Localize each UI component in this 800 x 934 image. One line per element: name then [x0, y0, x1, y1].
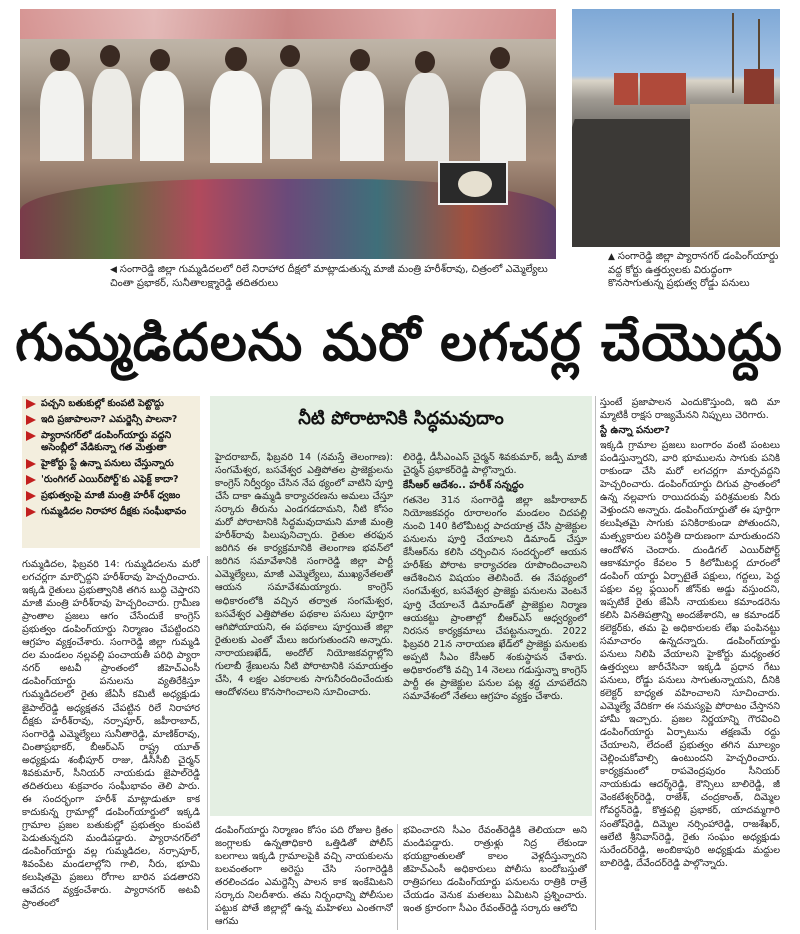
photo-banner	[20, 9, 556, 39]
crowd-person	[280, 45, 300, 67]
poster-animal-icon	[458, 171, 492, 197]
tree-icon	[732, 13, 734, 93]
caption-text: సంగారెడ్డి జిల్లా ప్యారానగర్ డంపింగ్‌యార్డు వద్ద కోర్టు ఉత్తర్వులకు విరుద్ధంగా కొనసాగుతున్న ప్రభుత్వ రోడ్డు పనులు	[608, 251, 779, 289]
headline: గుమ్మడిదలను మరో లగచర్ల చేయొద్దు	[15, 313, 783, 373]
bullet-icon	[26, 491, 36, 501]
bullet-icon	[26, 459, 36, 469]
article-paragraph: డంపింగ్‌యార్డు నిర్మాణం కోసం పది రోజుల క్రితం జంగ్లాలకు ఉన్నతాధికారి ఒత్తిడితో పోలీస్ బలగాలు ఇక్కడి గ్రామాలపైకి వచ్చి నాయకులను బలవంతంగా అరెస్టు చేసి సంగారెడ్డికి తరలించడం ఎమర్జెన్సీ పాలన కాక ఇంకేమిటని సర్కారు నిలదీశారు. తమ నిర్బంధాన్ని పోలీసుల పట్టుక పోతే జిల్లాల్లో ఉన్న మహిళలు ఎంతగానో ఆగమ	[215, 825, 393, 928]
article-paragraph: గతనెల 31న సంగారెడ్డి జిల్లా జహీరాబాద్ నియోజకవర్గం రూరాలంగం మండలం చిదపల్లి నుంచి 140 కిలోమీటర్ల పాదయాత్ర చేసి ప్రాజెక్టుల పనులను పూర్తి చేయాలని డిమాండ్ చేస్తూ కేసీఆర్‌ను కలిసి చర్చించిన సందర్భంలో ఆయన హరీశ్‌కు పోరాట కార్యాచరణ రూపొందించాలని ఆదేశించిన విషయం తెలిసిందే. ఈ నేపథ్యంలో సంగమేశ్వర, బసవేశ్వర ప్రాజెక్టు పనులను వెంటనే పూర్తి చేయాలనే డిమాండ్‌తో ప్రాజెక్టుల నిర్మాణ ఆయకట్టు ప్రాంతాల్లో బీఆర్ఎస్ ఆధ్వర్యంలో నిరసన కార్యక్రమాలు చేపట్టనున్నారు. 2022 ఫిబ్రవరి 21న నారాయణ ఖేడ్‌లో ప్రాజెక్టు పనులకు అప్పటి సీఎం కేసీఆర్ శంకుస్థాపన చేశారు. అధికారంలోకి వచ్చి 14 నెలలు గడుస్తున్నా కాంగ్రెస్ పార్టీ ఈ ప్రాజెక్టుల పనుల పట్ల శ్రద్ధ చూపలేదని సమావేశంలో నేతలు ఆగ్రహం వ్యక్తం చేశారు.	[403, 495, 587, 702]
highlight-item: ప్రభుత్వంపై మాజీ మంత్రి హరీశ్ ధ్వజం	[22, 488, 200, 504]
protest-poster	[438, 161, 508, 205]
crowd-person	[405, 73, 449, 161]
highlights-box	[22, 396, 200, 548]
crowd-person	[340, 71, 384, 161]
sidebar-column-2	[403, 451, 587, 811]
sidebar-article-title: నీటి పోరాటానికి సిద్ధమవుదాం	[298, 408, 504, 429]
bullet-icon	[26, 431, 36, 441]
highlight-item: హైకోర్టు స్టే ఉన్నా పనులు చేస్తున్నారు	[22, 456, 200, 472]
caption-arrow-icon: ▲	[608, 252, 615, 262]
road-works-photo	[572, 9, 780, 247]
photo-caption-main	[110, 263, 560, 290]
article-column-3	[403, 824, 587, 930]
crowd-person	[210, 71, 262, 163]
crowd-person	[480, 71, 526, 161]
section-subhead: స్టే ఉన్నా పనులా?	[600, 425, 670, 437]
crowd-person	[40, 71, 84, 161]
crowd-person	[225, 47, 247, 71]
column-divider	[595, 396, 596, 930]
article-paragraph: హైదరాబాద్, ఫిబ్రవరి 14 (నమస్తే తెలంగాణ): సంగమేశ్వర, బసవేశ్వర ఎత్తిపోతల ప్రాజెక్టులను కాంగ్రెస్ నిర్వీర్యం చేసిన నేప థ్యంలో వాటిని పూర్తి చేసే దాకా ఉమ్మడి కార్యాచరణను అమలు చేస్తూ సర్కారు తీరును ఎండగడదామని, నీటి కోసం మరో పోరాటానికి సిద్ధమవుదామని మాజీ మంత్రి హరీశ్‌రావు పిలుపునిచ్చారు. రైతుల తరఫున జరిగిన ఈ కార్యక్రమానికి తెలంగాణ భవన్‌లో జరిగిన సమావేశానికి సంగారెడ్డి జిల్లా పార్టీ ఎమ్మెల్యేలు, మాజీ ఎమ్మెల్యేలు, ముఖ్యనేతలతో ఆయన సమావేశమయ్యారు. కాంగ్రెస్ అధికారంలోకి వచ్చిన తర్వాత సంగమేశ్వర, బసవేశ్వర ఎత్తిపోతల పథకాల పనులు పూర్తిగా ఆగిపోయాయని, ఈ పథకాలు పూర్తయితే జిల్లా రైతులకు ఎంతో మేలు జరుగుతుందని అన్నారు. నారాయణఖేడ్, అందోల్ నియోజకవర్గాల్లోని గులాబీ శ్రేణులను నీటి పోరాటానికి సమాయత్తం చేసి, 4 లక్షల ఎకరాలకు సాగునీరందించేందుకు ఆందోళనలు కొనసాగించాలని సూచించారు.	[215, 452, 393, 698]
column-divider	[207, 556, 208, 930]
highlight-item: గుమ్మడిదల నిరాహార దీక్షకు సంఘీభావం	[22, 504, 200, 520]
crowd-person	[490, 47, 510, 69]
crowd-person	[140, 71, 184, 161]
article-paragraph: లిరెడ్డి, డీసీఎంఎస్ చైర్మన్ శివకుమార్, జడ్పీ మాజీ చైర్మన్ ప్రభాకర్‌రెడ్డి పాల్గొన్నారు.	[403, 452, 587, 477]
crowd-person	[92, 69, 132, 159]
article-paragraph: స్తుంటే ప్రజాపాలన ఎందుకొస్తుంది, ఇది మా మ్మాటికీ రాక్షస రాజ్యమేనని నిప్పులు చెరిగారు.	[600, 397, 780, 422]
highlight-item: ఇది ప్రజాపాలనా? ఎమర్జెన్సీ పాలనా?	[22, 412, 200, 428]
section-subhead: కేసీఆర్ ఆదేశం.. హరీశ్ సన్నద్ధం	[403, 480, 524, 492]
article-column-2	[215, 824, 393, 930]
highlight-item: 'రుంగిగల్ ఎయిర్‌పోర్ట్‌'కు ఎఫెక్ట్ కాదా?	[22, 472, 200, 488]
article-column-1	[22, 558, 200, 930]
caption-text: సంగారెడ్డి జిల్లా గుమ్మడిదలలో రిలే నిరాహార దీక్షలో మాట్లాడుతున్న మాజీ మంత్రి హరీశ్‌రావు, చిత్రంలో ఎమ్మెల్యేలు చింతా ప్రభాకర్, సునీతాలక్ష్మారెడ్డి తదితరులు	[110, 264, 548, 289]
crowd-person	[350, 49, 370, 71]
caption-arrow-icon: ◀	[110, 265, 117, 275]
crowd-person	[50, 49, 70, 71]
truck	[744, 69, 774, 109]
dirt-shoulder	[690, 104, 780, 247]
article-paragraph: ఇక్కడి గ్రామాల ప్రజలు బంగారం వంటి పంటలు పండిస్తున్నారని, వారి భూములను సాగుకు పనికి రాకుండా చేసి మరో లగచర్లగా మార్చవద్దని హెచ్చరించారు. డంపింగ్‌యార్డు దిగువ ప్రాంతంలో ఉన్న నల్లవాగు రాయిదరువు పరిశ్రమలకు నీరు వెళ్తుందని అన్నారు. డంపింగ్‌యార్డుతో ఈ పూర్తిగా కలుషితమై సాగుకు పనికిరాకుండా పోతుందని, మత్స్యకారుల పరిస్థితి దారుణంగా మారుతుందని ఆందోళన చెందారు. దుండిగల్ ఎయిర్‌పోర్ట్ ఆకాశమార్గం కేవలం 5 కిలోమీటర్ల దూరంలో డంపింగ్ యార్డు ఏర్పాటైతే పక్షులు, గద్దలు, పెద్ద పక్షుల వల్ల ఫ్లయింగ్ జోన్‌కు అడ్డు వస్తుందని, ఇప్పటికే రైతు జేఏసీ నాయకులు కమాండరెను కలిసి వినతిపత్రాన్ని అందజేశారని, ఆ కమాండర్ కలెక్టర్‌కు, తమ పై అధికారులకు లేఖ పంపినట్టు సమాచారం ఉన్నదన్నారు. డంపింగ్‌యార్డు పనులు నిలిపి వేయాలని హైకోర్టు మధ్యంతర ఉత్తర్వులు జారీచేసినా ఇక్కడి ప్రధాన గేటు పనులు, రోడ్డు పనులు సాగుతున్నాయని, దీనికి కలెక్టర్ బాధ్యత వహించాలని సూచించారు. ఎమ్మెల్యే వేదికగా ఈ సమస్యపై పోరాటం చేస్తానని హామీ ఇచ్చారు. ప్రజల నిర్ణయాన్ని గౌరవించి డంపింగ్‌యార్డు ఏర్పాటును తక్షణమే రద్దు చేయాలని, లేదంటే ప్రభుత్వం తగిన మూల్యం చెల్లించుకోవాల్సి ఉంటుందని హెచ్చరించారు. కార్యక్రమంలో రాపవెంద్రపురం సీనియర్ నాయకుడు ఆదర్శ్‌రెడ్డి, కౌన్సిలు బాలిరెడ్డి, జీ వెంకటేశ్వర్‌రెడ్డి, రాజేశ్, చంద్రకాంత్, దిమ్మెల గోవర్ధన్‌రెడ్డి, కొత్తపల్లి ప్రభాకర్, యాదమ్మగారి సంతోష్‌రెడ్డి, దిమ్మెల నర్సింహారెడ్డి, రాజశేఖర్, ఆలేటి శ్రీనివాస్‌రెడ్డి, రైతు సంఘం అధ్యక్షుడు సురేందర్‌రెడ్డి, అంబికాపురి అధ్యక్షుడు మద్దుల బాలిరెడ్డి, దేవేందర్‌రెడ్డి పాల్గొన్నారు.	[600, 440, 780, 869]
column-divider	[397, 824, 398, 930]
article-column-4	[600, 396, 780, 930]
gate	[614, 73, 638, 105]
gate	[640, 73, 686, 105]
crowd-person	[100, 45, 120, 67]
article-paragraph: గుమ్మడిదల, ఫిబ్రవరి 14: గుమ్మడిదలను మరో లగచర్లగా మార్చొద్దని హరీశ్‌రావు హెచ్చరించారు. ఇక్కడి రైతులు ప్రభుత్వానికి తగిన బుద్ధి చెప్తారని మాజీ మంత్రి హరీశ్‌రావు హెచ్చరించారు. గ్రామీణ ప్రాంతాల ప్రజలు ఆగం చేసేందుకే కాంగ్రెస్ ప్రభుత్వం డంపింగ్‌యార్డు నిర్మాణం చేపట్టిందని ఆగ్రహం వ్యక్తంచేశారు. సంగారెడ్డి జిల్లా గుమ్మడి దల మండలం నల్లవల్లి పంచాయతీ పరిధి ప్యారా నగర్ అటవీ ప్రాంతంలో జీహెచ్ఎంసీ డంపింగ్‌యార్డు పనులను వ్యతిరేకిస్తూ గుమ్మడిదలలో రైతు జేఏసీ కమిటీ అధ్యక్షుడు జైపాల్‌రెడ్డి అధ్యక్షతన చేపట్టిన రిలే నిరాహార దీక్షకు హరీశ్‌రావు, నర్సాపూర్, జహీరాబాద్, సంగారెడ్డి ఎమ్మెల్యేలు సునీతారెడ్డి, మాణిక్‌రావు, చింతాప్రభాకర్, బీఆర్ఎస్ రాష్ట్ర యూత్ అధ్యక్షుడు శంభీపూర్ రాజు, డీసీసీబీ చైర్మన్ శివకుమార్, సీనియర్ నాయకుడు జైపాల్‌రెడ్డి తదితరులు శుక్రవారం సంఘీభావం తెలి పారు. ఈ సందర్భంగా హరీశ్ మాట్లాడుతూ కాక కాదుకున్న గ్రామాల్లో డంపింగ్‌యార్డులో ఇక్కడి గ్రామాల ప్రజల బతుకుల్లో ప్రభుత్వం కుంపటి పెడుతున్నదని మండిపడ్డారు. ప్యారానగర్‌లో డంపింగ్‌యార్డు వల్ల గుమ్మడిదల, నర్సాపూర్, శివంపేట మండలాల్లోని గాలి, నీరు, భూమి కలుషితమై ప్రజలు రోగాల బారిన పడతారని ఆవేదన వ్యక్తంచేశారు. ప్యారానగర్ అటవీ ప్రాంతంలో	[22, 559, 200, 910]
bullet-icon	[26, 415, 36, 425]
bullet-icon	[26, 399, 36, 409]
crowd-person	[415, 51, 435, 73]
crowd-person	[150, 49, 170, 71]
photo-caption-road	[608, 250, 784, 290]
crowd-person	[270, 69, 312, 159]
highlight-item: పచ్చని బతుకుల్లో కుంపటి పెట్టొద్దు	[22, 396, 200, 412]
bullet-icon	[26, 475, 36, 485]
bullet-icon	[26, 507, 36, 517]
article-paragraph: భవించారని సీఎం రేవంత్‌రెడ్డికి తెలియదా అని మండిపడ్డారు. రాత్రుళ్లు నిద్ర లేకుండా భయభ్రాంతులతో కాలం వెళ్లదీస్తున్నారని జీహెచ్ఎంసీ అధికారులు పోలీసు బందోబస్తుతో రాత్రిపగలు డంపింగ్‌యార్డు పనులను రాత్రికి రాత్రే చేయడం వెనుక మతలబు ఏమిటని ప్రశ్నించారు. ఇంత క్రూరంగా సీఎం రేవంత్‌రెడ్డి సర్కారు ఆలోచి	[403, 825, 587, 915]
highlight-item: ప్యారానగర్‌లో డంపింగ్‌యార్డు వద్దని అసెంబ్లీలో వేడికున్నా గత మెత్తుతా	[22, 428, 200, 456]
rally-photo	[20, 9, 556, 259]
sidebar-column-1	[215, 451, 393, 811]
